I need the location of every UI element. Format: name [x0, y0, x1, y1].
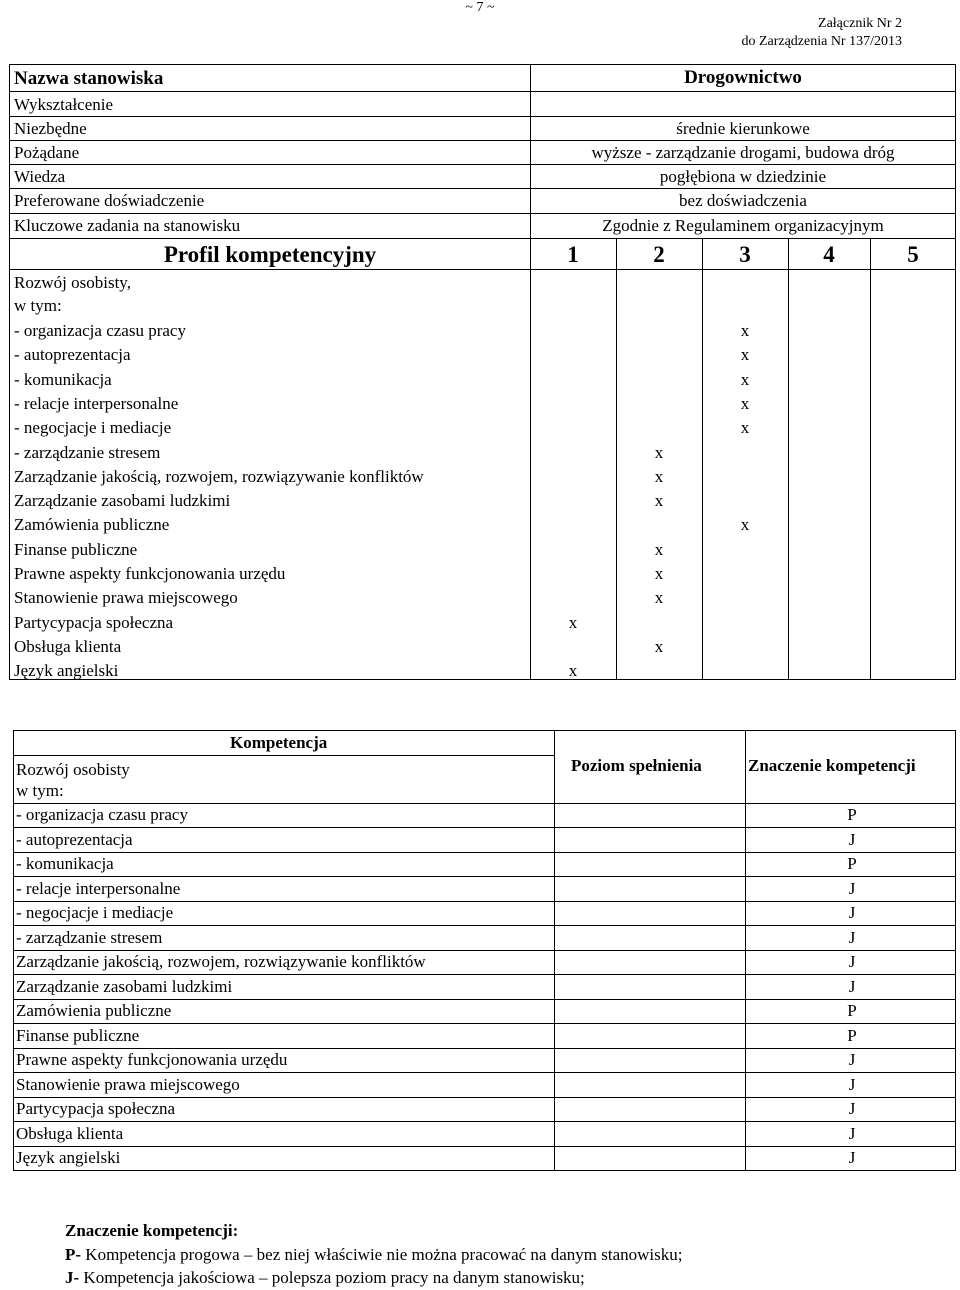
table-rule	[10, 140, 955, 141]
significance-item-label: - komunikacja	[16, 854, 114, 873]
including-label: w tym:	[14, 296, 62, 315]
level-header: Poziom spełnienia	[571, 756, 702, 775]
profile-level-mark: x	[654, 539, 664, 559]
table-divider	[702, 238, 703, 679]
significance-value: J	[848, 903, 856, 922]
job-title-value: Drogownictwo	[684, 67, 802, 88]
profile-item-label: Stanowienie prawa miejscowego	[14, 588, 238, 608]
significance-item-label: Stanowienie prawa miejscowego	[16, 1074, 240, 1094]
significance-item-label: Zarządzanie jakością, rozwojem, rozwiązywanie konfliktów	[16, 952, 426, 971]
level-1-header: 1	[567, 242, 579, 267]
profile-level-mark: x	[654, 442, 664, 462]
table-rule	[10, 269, 955, 270]
legend-p-text: Kompetencja progowa – bez niej właściwie nie można pracować na danym stanowisku;	[81, 1245, 683, 1264]
profile-item-label: - autoprezentacja	[14, 345, 131, 365]
table-rule	[13, 1170, 956, 1171]
legend-title: Znaczenie kompetencji:	[65, 1221, 239, 1240]
table-rule	[13, 974, 956, 975]
annex-reference: do Zarządzenia Nr 137/2013	[741, 34, 902, 49]
significance-header: Znaczenie kompetencji	[748, 756, 916, 775]
table-rule	[13, 730, 554, 731]
table-divider	[955, 730, 956, 803]
significance-value: J	[848, 1074, 856, 1094]
table-rule	[10, 164, 955, 165]
significance-value: J	[848, 1148, 856, 1167]
table-rule	[10, 91, 955, 92]
significance-item-label: - organizacja czasu pracy	[16, 805, 188, 824]
table-divider	[745, 803, 746, 1171]
table-rule	[13, 1072, 956, 1073]
required-label: Niezbędne	[14, 119, 87, 138]
knowledge-label: Wiedza	[14, 167, 66, 186]
job-profile-table	[9, 64, 956, 680]
table-rule	[13, 925, 956, 926]
personal-dev-label-2: Rozwój osobisty	[16, 760, 130, 779]
significance-value: J	[848, 1123, 856, 1143]
profile-item-label: Prawne aspekty funkcjonowania urzędu	[14, 564, 286, 583]
profile-level-mark: x	[654, 564, 664, 583]
profile-item-label: Język angielski	[14, 661, 119, 681]
profile-level-mark: x	[568, 661, 578, 681]
table-rule	[13, 755, 554, 756]
significance-item-label: Zarządzanie zasobami ludzkimi	[16, 976, 233, 996]
education-label: Wykształcenie	[14, 95, 114, 114]
key-tasks-value: Zgodnie z Regulaminem organizacyjnym	[602, 216, 884, 235]
table-rule	[13, 852, 956, 853]
table-divider	[13, 803, 14, 1171]
knowledge-value: pogłębiona w dziedzinie	[659, 167, 827, 186]
profile-level-mark: x	[740, 515, 750, 535]
profile-title: Profil kompetencyjny	[163, 242, 377, 267]
significance-table	[13, 730, 956, 1172]
annex-label: Załącznik Nr 2	[818, 16, 902, 31]
significance-value: J	[848, 927, 856, 947]
legend-p	[65, 1243, 682, 1267]
significance-value: P	[847, 1001, 857, 1020]
including-label-2: w tym:	[16, 781, 64, 800]
profile-item-label: - relacje interpersonalne	[14, 393, 179, 413]
table-rule	[13, 827, 956, 828]
significance-item-label: - autoprezentacja	[16, 829, 133, 849]
table-rule	[13, 803, 956, 804]
required-value: średnie kierunkowe	[676, 119, 810, 138]
table-rule	[10, 238, 955, 239]
profile-item-label: Finanse publiczne	[14, 539, 138, 559]
personal-dev-label: Rozwój osobisty,	[14, 273, 131, 292]
desired-label: Pożądane	[14, 143, 80, 162]
significance-item-label: Zamówienia publiczne	[16, 1001, 172, 1020]
job-title-label: Nazwa stanowiska	[14, 68, 164, 89]
table-divider	[745, 730, 746, 803]
table-divider	[788, 238, 789, 679]
profile-item-label: - negocjacje i mediacje	[14, 418, 172, 438]
significance-item-label: Prawne aspekty funkcjonowania urzędu	[16, 1050, 288, 1069]
table-rule	[13, 901, 956, 902]
profile-level-mark: x	[740, 418, 750, 438]
profile-level-mark: x	[568, 612, 578, 632]
significance-item-label: - negocjacje i mediacje	[16, 903, 174, 922]
significance-item-label: Finanse publiczne	[16, 1025, 140, 1045]
profile-level-mark: x	[740, 393, 750, 413]
level-2-header: 2	[653, 242, 665, 267]
table-divider	[530, 65, 531, 238]
significance-item-label: - zarządzanie stresem	[16, 927, 163, 947]
table-rule	[13, 1097, 956, 1098]
profile-item-label: Zarządzanie zasobami ludzkimi	[14, 491, 231, 511]
significance-item-label: Partycypacja społeczna	[16, 1099, 176, 1118]
significance-value: J	[848, 1099, 856, 1118]
experience-label: Preferowane doświadczenie	[14, 191, 205, 210]
competence-header: Kompetencja	[230, 733, 328, 752]
table-divider	[554, 803, 555, 1171]
profile-item-label: Zarządzanie jakością, rozwojem, rozwiązywanie konfliktów	[14, 466, 424, 486]
table-divider	[530, 238, 531, 679]
significance-item-label: - relacje interpersonalne	[16, 878, 181, 898]
table-rule	[13, 1048, 956, 1049]
desired-value: wyższe - zarządzanie drogami, budowa dróg	[591, 143, 895, 162]
level-3-header: 3	[739, 242, 751, 267]
significance-value: J	[848, 829, 856, 849]
legend-p-key: P-	[65, 1245, 82, 1264]
table-rule	[13, 1121, 956, 1122]
key-tasks-label: Kluczowe zadania na stanowisku	[14, 216, 241, 235]
significance-value: P	[847, 854, 857, 873]
significance-value: P	[847, 805, 857, 824]
level-4-header: 4	[823, 242, 835, 267]
profile-level-mark: x	[654, 588, 664, 608]
profile-item-label: - komunikacja	[14, 369, 112, 389]
profile-level-mark: x	[654, 636, 664, 656]
table-divider	[616, 238, 617, 679]
table-rule	[13, 999, 956, 1000]
table-rule	[10, 213, 955, 214]
profile-item-label: Partycypacja społeczna	[14, 612, 174, 632]
table-divider	[870, 238, 871, 679]
significance-value: J	[848, 1050, 856, 1069]
table-rule	[13, 876, 956, 877]
table-rule	[10, 188, 955, 189]
page-number: ~ 7 ~	[465, 0, 495, 15]
legend-j-text: Kompetencja jakościowa – polepsza poziom pracy na danym stanowisku;	[79, 1268, 585, 1287]
table-rule	[13, 950, 956, 951]
profile-item-label: Zamówienia publiczne	[14, 515, 170, 535]
level-5-header: 5	[907, 242, 919, 267]
profile-item-label: - zarządzanie stresem	[14, 442, 161, 462]
profile-level-mark: x	[654, 466, 664, 486]
profile-level-mark: x	[654, 491, 664, 511]
profile-level-mark: x	[740, 345, 750, 365]
significance-value: J	[848, 952, 856, 971]
table-divider	[554, 730, 555, 803]
table-rule	[10, 116, 955, 117]
table-rule	[13, 1146, 956, 1147]
profile-item-label: - organizacja czasu pracy	[14, 321, 186, 340]
significance-item-label: Język angielski	[16, 1148, 121, 1167]
significance-value: P	[847, 1025, 857, 1045]
table-divider	[955, 803, 956, 1171]
legend-j-key: J-	[65, 1268, 80, 1287]
significance-value: J	[848, 976, 856, 996]
significance-item-label: Obsługa klienta	[16, 1123, 124, 1143]
profile-item-label: Obsługa klienta	[14, 636, 122, 656]
experience-value: bez doświadczenia	[679, 191, 807, 210]
table-rule	[554, 730, 956, 731]
profile-level-mark: x	[740, 369, 750, 389]
table-divider	[13, 730, 14, 803]
significance-value: J	[848, 878, 856, 898]
profile-level-mark: x	[740, 321, 750, 340]
table-rule	[13, 1023, 956, 1024]
legend-j	[65, 1266, 585, 1290]
